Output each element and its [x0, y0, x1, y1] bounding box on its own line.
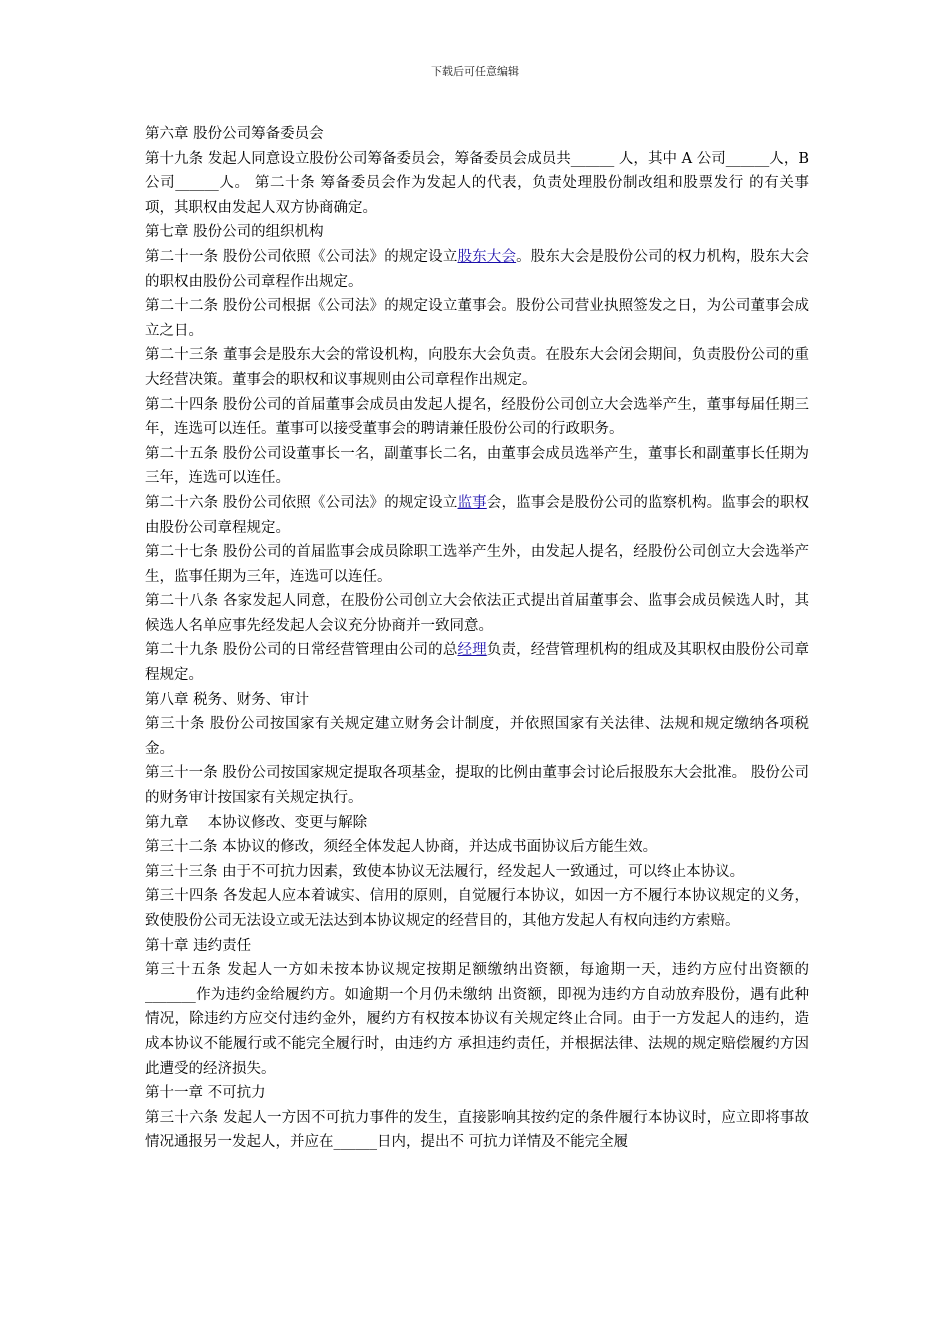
- manager-link[interactable]: 经理: [457, 642, 487, 659]
- article-22: 第二十二条 股份公司根据《公司法》的规定设立董事会。股份公司营业执照签发之日，为公司董事会成立之日。: [145, 298, 809, 339]
- article-34: 第三十四条 各发起人应本着诚实、信用的原则，自觉履行本协议，如因一方不履行本协议规定的义务，致使股份公司无法设立或无法达到本协议规定的经营目的，其他方发起人有权向违约方索赔。: [145, 888, 809, 929]
- article-32: 第三十二条 本协议的修改，须经全体发起人协商，并达成书面协议后方能生效。: [145, 839, 658, 856]
- chapter-heading-9: 第九章 本协议修改、变更与解除: [145, 814, 368, 831]
- chapter-heading-8: 第八章 税务、财务、审计: [145, 691, 310, 708]
- article-26-text-before: 第二十六条 股份公司依照《公司法》的规定设立: [145, 494, 458, 511]
- article-33: 第三十三条 由于不可抗力因素，致使本协议无法履行，经发起人一致通过，可以终止本协议。: [145, 863, 745, 880]
- article-21: [145, 245, 809, 294]
- chapter-heading-6: 第六章 股份公司筹备委员会: [145, 126, 324, 142]
- page-header: 下载后可任意编辑: [431, 65, 519, 78]
- article-35: 第三十五条 发起人一方如未按本协议规定按期足额缴纳出资额，每逾期一天，违约方应付出资额的_______作为违约金给履约方。如逾期一个月仍未缴纳 出资额，即视为违约方自动放弃股份，遇有此种情况，除违约方应交付违约金外，履约方有权按本协议有关规定终止合同。由于一方发起人的违约，造成本协议不能履行或不能完全履行时，由违约方 承担违约责任，并根据法律、法规的规定赔偿履约方因此遭受的经济损失。: [145, 962, 809, 1077]
- supervisor-link[interactable]: 监事: [457, 494, 487, 511]
- article-28: 第二十八条 各家发起人同意，在股份公司创立大会依法正式提出首届董事会、监事会成员候选人时，其候选人名单应事先经发起人会议充分协商并一致同意。: [145, 593, 809, 634]
- shareholders-meeting-link[interactable]: 股东大会: [457, 248, 517, 265]
- article-29: [145, 638, 809, 687]
- article-27: 第二十七条 股份公司的首届监事会成员除职工选举产生外，由发起人提名，经股份公司创立大会选举产生，监事任期为三年，连选可以连任。: [145, 544, 809, 585]
- article-29-text-before: 第二十九条 股份公司的日常经营管理由公司的总: [145, 642, 458, 659]
- chapter-heading-11: 第十一章 不可抗力: [145, 1085, 266, 1102]
- article-30: 第三十条 股份公司按国家有关规定建立财务会计制度，并依照国家有关法律、法规和规定缴纳各项税金。: [145, 716, 809, 757]
- article-24: 第二十四条 股份公司的首届董事会成员由发起人提名，经股份公司创立大会选举产生，董事每届任期三年，连选可以连任。董事可以接受董事会的聘请兼任股份公司的行政职务。: [145, 396, 809, 438]
- article-26-text-after: 会，监事会是股份公司的监察机构。监事会的职权由股份公司章程规定。: [145, 494, 810, 536]
- article-19-20: 第十九条 发起人同意设立股份公司筹备委员会，筹备委员会成员共______ 人，其中 A 公司______人，B 公司______人。 第二十条 筹备委员会作为发起人的代表，负责处理股份制改组和股票发行 的有关事项，其职权由发起人双方协商确定。: [145, 150, 809, 216]
- chapter-heading-7: 第七章 股份公司的组织机构: [145, 224, 324, 241]
- article-21-text-before: 第二十一条 股份公司依照《公司法》的规定设立: [145, 248, 458, 265]
- document-body: [145, 122, 809, 1155]
- article-26: [145, 491, 809, 540]
- article-29-text-after: 负责，经营管理机构的组成及其职权由股份公司章程规定。: [145, 642, 810, 684]
- chapter-heading-10: 第十章 违约责任: [145, 937, 252, 954]
- article-36: 第三十六条 发起人一方因不可抗力事件的发生，直接影响其按约定的条件履行本协议时，应立即将事故情况通报另一发起人，并应在______日内，提出不 可抗力详情及不能完全履: [145, 1109, 809, 1151]
- article-21-text-after: 。股东大会是股份公司的权力机构，股东大会的职权由股份公司章程作出规定。: [145, 248, 810, 290]
- article-23: 第二十三条 董事会是股东大会的常设机构，向股东大会负责。在股东大会闭会期间，负责股份公司的重大经营决策。董事会的职权和议事规则由公司章程作出规定。: [145, 347, 809, 388]
- article-31: 第三十一条 股份公司按国家规定提取各项基金，提取的比例由董事会讨论后报股东大会批准。 股份公司的财务审计按国家有关规定执行。: [145, 765, 809, 807]
- article-25: 第二十五条 股份公司设董事长一名，副董事长二名，由董事会成员选举产生，董事长和副董事长任期为三年，连选可以连任。: [145, 445, 809, 487]
